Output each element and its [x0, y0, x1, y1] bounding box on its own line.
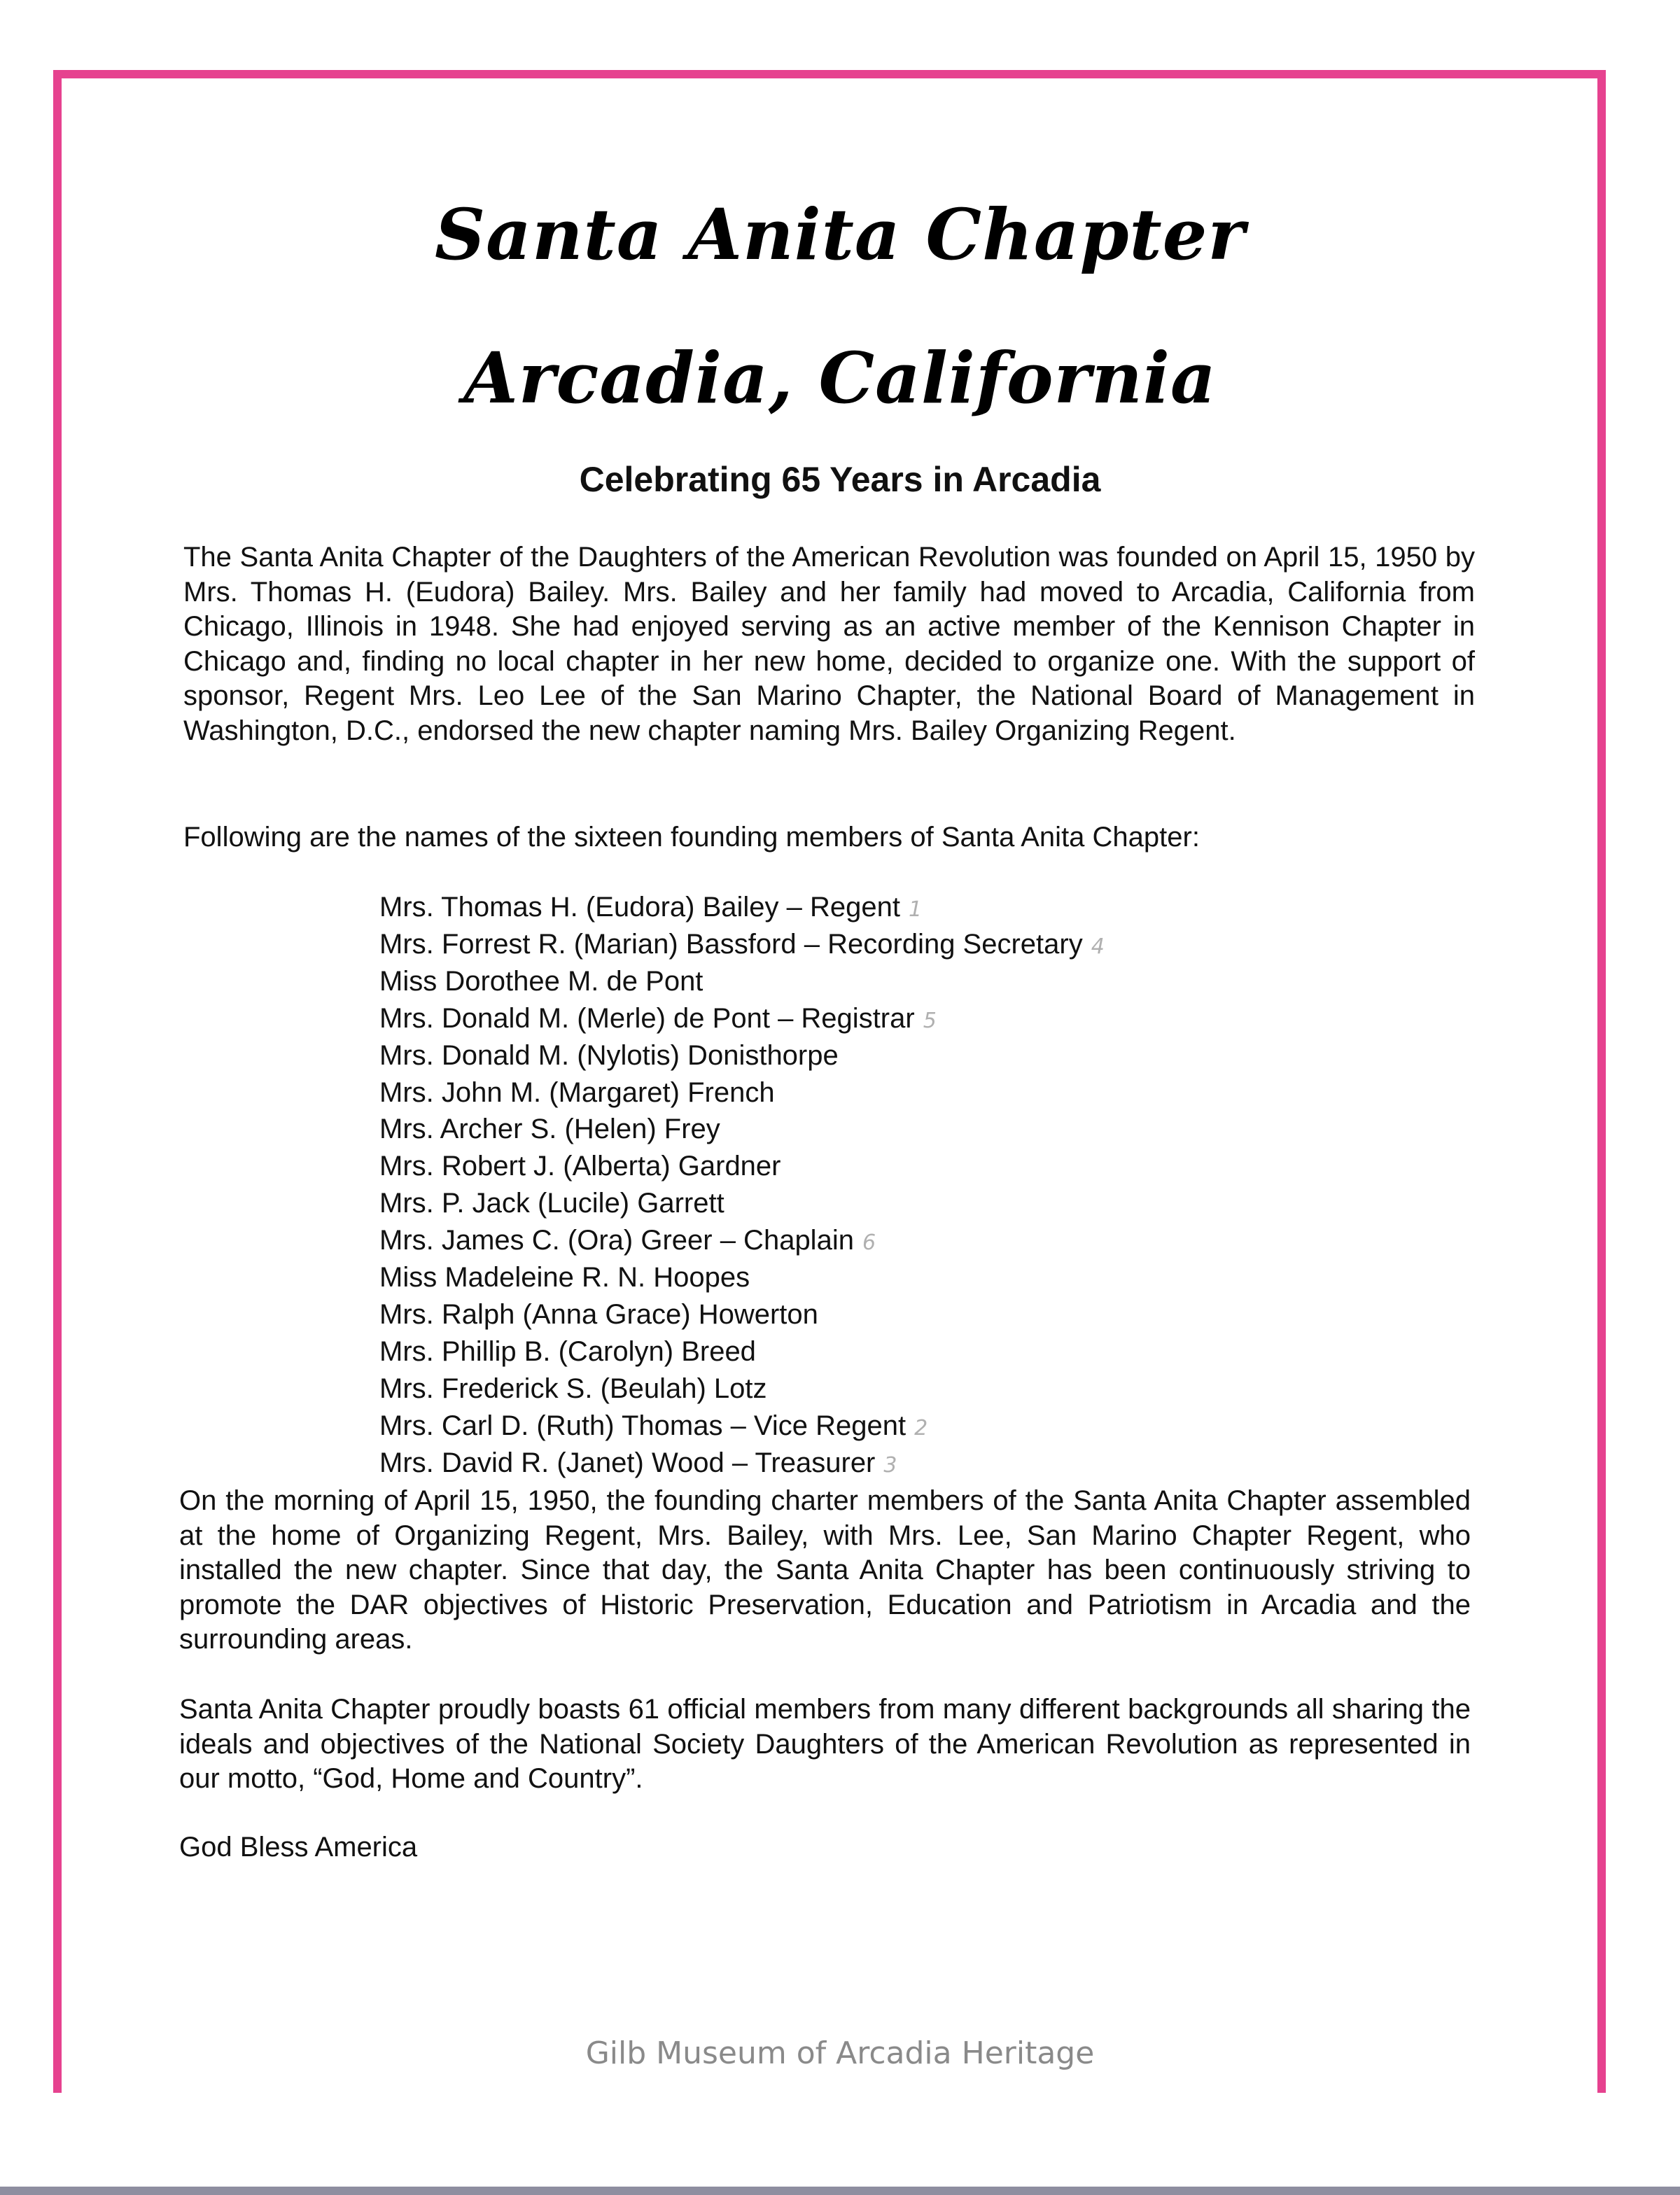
member-item	[379, 1112, 1105, 1149]
member-item	[379, 927, 1105, 965]
member-name: Mrs. Phillip B. (Carolyn) Breed	[379, 1335, 756, 1367]
member-item	[379, 1335, 1105, 1372]
member-item	[379, 1409, 1105, 1446]
member-item	[379, 1223, 1105, 1261]
document-subtitle: Celebrating 65 Years in Arcadia	[579, 460, 1101, 499]
member-name: Mrs. Robert J. (Alberta) Gardner	[379, 1151, 781, 1182]
document-title-line-1: Santa Anita Chapter	[434, 193, 1246, 276]
handwritten-note: 3	[883, 1452, 897, 1478]
member-name: Mrs. John M. (Margaret) French	[379, 1077, 775, 1108]
handwritten-note: 1	[909, 897, 923, 922]
member-name: Miss Dorothee M. de Pont	[379, 965, 704, 997]
member-name: Miss Madeleine R. N. Hoopes	[379, 1262, 750, 1293]
membership-paragraph: Santa Anita Chapter proudly boasts 61 official members from many different backgrounds all sharing the ideals and objectives of the National Society Daughters of the American Revolution as represented in our motto, “God, Home and Country”.	[179, 1694, 1471, 1794]
document-title-line-2: Arcadia, California	[463, 337, 1217, 419]
closing-line: God Bless America	[179, 1832, 418, 1863]
intro-paragraph: The Santa Anita Chapter of the Daughters of the American Revolution was founded on April 15, 1950 by Mrs. Thomas H. (Eudora) Bailey. Mrs. Bailey and her family had moved to Arcadia, California from Chicago, Illinois in 1948. She had enjoyed serving as an active member of the Kennison Chapter in Chicago and, finding no local chapter in her new home, decided to organize one. With the support of sponsor, Regent Mrs. Leo Lee of the San Marino Chapter, the National Board of Management in Washington, D.C., endorsed the new chapter naming Mrs. Bailey Organizing Regent.	[183, 542, 1475, 746]
member-item	[379, 1186, 1105, 1223]
member-name: Mrs. Donald M. (Nylotis) Donisthorpe	[379, 1039, 839, 1071]
handwritten-note: 2	[914, 1415, 928, 1440]
handwritten-note: 4	[1091, 934, 1105, 959]
member-name: Mrs. David R. (Janet) Wood – Treasurer	[379, 1447, 876, 1478]
member-item	[379, 1002, 1105, 1039]
member-item	[379, 1261, 1105, 1298]
member-name: Mrs. Forrest R. (Marian) Bassford – Recording Secretary	[379, 928, 1083, 960]
member-name: Mrs. James C. (Ora) Greer – Chaplain	[379, 1225, 854, 1256]
member-name: Mrs. Thomas H. (Eudora) Bailey – Regent	[379, 892, 901, 923]
members-intro: Following are the names of the sixteen founding members of Santa Anita Chapter:	[183, 822, 1200, 853]
member-item	[379, 965, 1105, 1002]
scan-edge	[0, 2187, 1680, 2195]
member-item	[379, 1446, 1105, 1483]
member-name: Mrs. Frederick S. (Beulah) Lotz	[379, 1373, 767, 1404]
history-paragraph: On the morning of April 15, 1950, the founding charter members of the Santa Anita Chapter assembled at the home of Organizing Regent, Mrs. Bailey, with Mrs. Lee, San Marino Chapter Regent, who installed the new chapter. Since that day, the Santa Anita Chapter has been continuously striving to promote the DAR objectives of Historic Preservation, Education and Patriotism in Arcadia and the surrounding areas.	[179, 1485, 1471, 1655]
member-item	[379, 1372, 1105, 1409]
handwritten-note: 6	[862, 1230, 876, 1256]
handwritten-note: 5	[923, 1008, 937, 1033]
member-item	[379, 1039, 1105, 1076]
member-item	[379, 1149, 1105, 1186]
member-name: Mrs. Archer S. (Helen) Frey	[379, 1114, 720, 1145]
member-item	[379, 890, 1105, 927]
museum-watermark: Gilb Museum of Arcadia Heritage	[585, 2035, 1095, 2071]
founding-members-list	[379, 890, 1105, 1483]
member-item	[379, 1298, 1105, 1335]
member-name: Mrs. Carl D. (Ruth) Thomas – Vice Regent	[379, 1410, 906, 1441]
member-name: Mrs. P. Jack (Lucile) Garrett	[379, 1188, 724, 1219]
member-name: Mrs. Ralph (Anna Grace) Howerton	[379, 1298, 818, 1330]
member-item	[379, 1076, 1105, 1113]
member-name: Mrs. Donald M. (Merle) de Pont – Registrar	[379, 1002, 915, 1034]
